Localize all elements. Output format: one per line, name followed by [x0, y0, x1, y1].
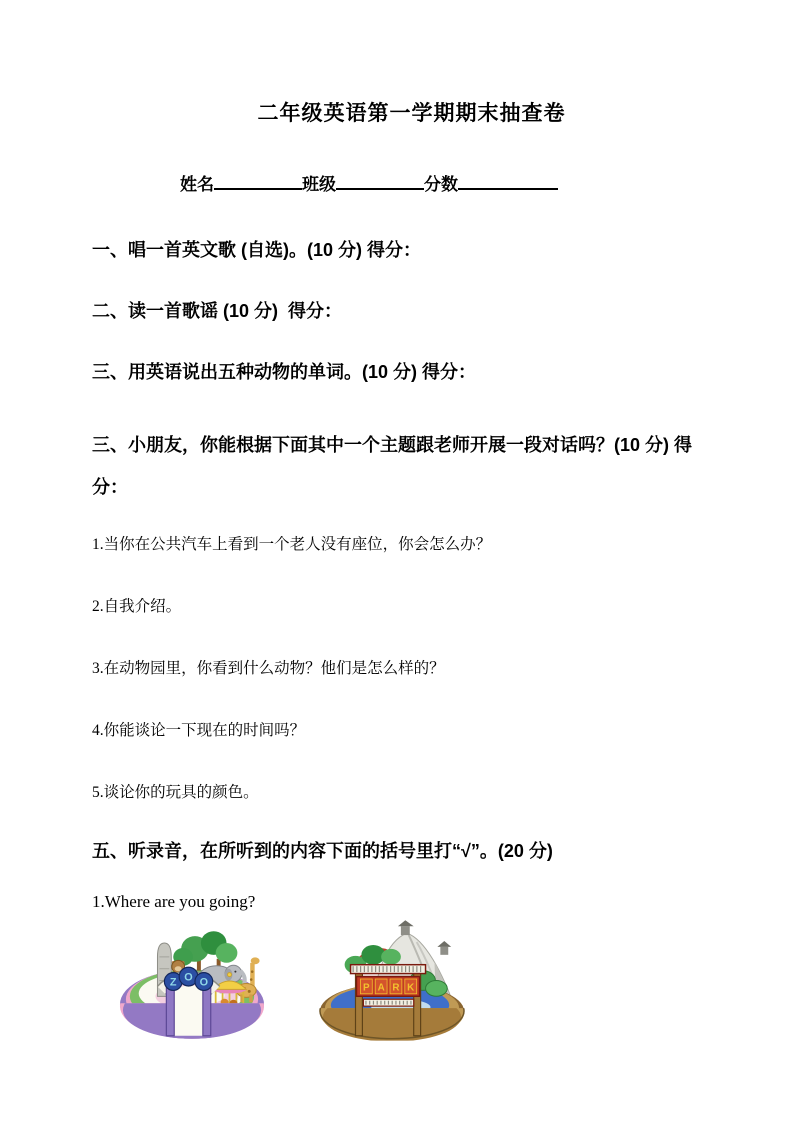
zoo-sign-letter-z: Z: [169, 976, 177, 989]
page-title: 二年级英语第一学期期末抽查卷: [257, 102, 566, 125]
name-field: [180, 171, 302, 196]
park-sign-letter-p: P: [363, 982, 370, 994]
dialog-topic-3: 3.在动物园里，你看到什么动物？他们是怎么样的？: [92, 660, 445, 677]
score-field: [424, 171, 558, 196]
zoo-gate: [161, 967, 215, 1036]
zoo-illustration: [118, 927, 266, 1041]
park-sign-letter-r: R: [392, 982, 400, 994]
park-illustration: [318, 917, 466, 1041]
section-2-heading: 二、读一首歌谣 (10 分) 得分：: [92, 301, 343, 321]
section-3-heading: 三、用英语说出五种动物的单词。(10 分) 得分：: [92, 362, 477, 382]
dialog-topic-4: 4.你能谈论一下现在的时间吗？: [92, 722, 306, 739]
class-label: 班级: [302, 175, 336, 194]
class-field: [302, 171, 424, 196]
section-5-heading: 五、听录音，在所听到的内容下面的括号里打“√”。(20 分): [92, 841, 553, 861]
score-label: 分数: [424, 175, 458, 194]
park-sign-letter-a: A: [377, 982, 385, 994]
class-blank: [336, 171, 424, 190]
section-4-heading: 三、小朋友，你能根据下面其中一个主题跟老师开展一段对话吗？(10 分) 得分：: [92, 435, 693, 497]
name-blank: [214, 171, 302, 190]
dialog-topic-1: 1.当你在公共汽车上看到一个老人没有座位，你会怎么办？: [92, 536, 492, 553]
listening-question-1: 1.Where are you going?: [92, 892, 256, 911]
name-label: 姓名: [180, 175, 214, 194]
park-sign-letter-k: K: [407, 982, 415, 994]
zoo-sign-letter-o1: O: [184, 971, 193, 984]
zoo-sign-letter-o2: O: [199, 976, 209, 989]
dialog-topic-5: 5.谈论你的玩具的颜色。: [92, 784, 259, 801]
score-blank: [458, 171, 558, 190]
dialog-topic-2: 2.自我介绍。: [92, 598, 182, 615]
student-info-row: [180, 171, 731, 196]
listening-options-row: [118, 917, 731, 1041]
section-1-heading: 一、唱一首英文歌 (自选)。(10 分) 得分：: [92, 240, 421, 260]
